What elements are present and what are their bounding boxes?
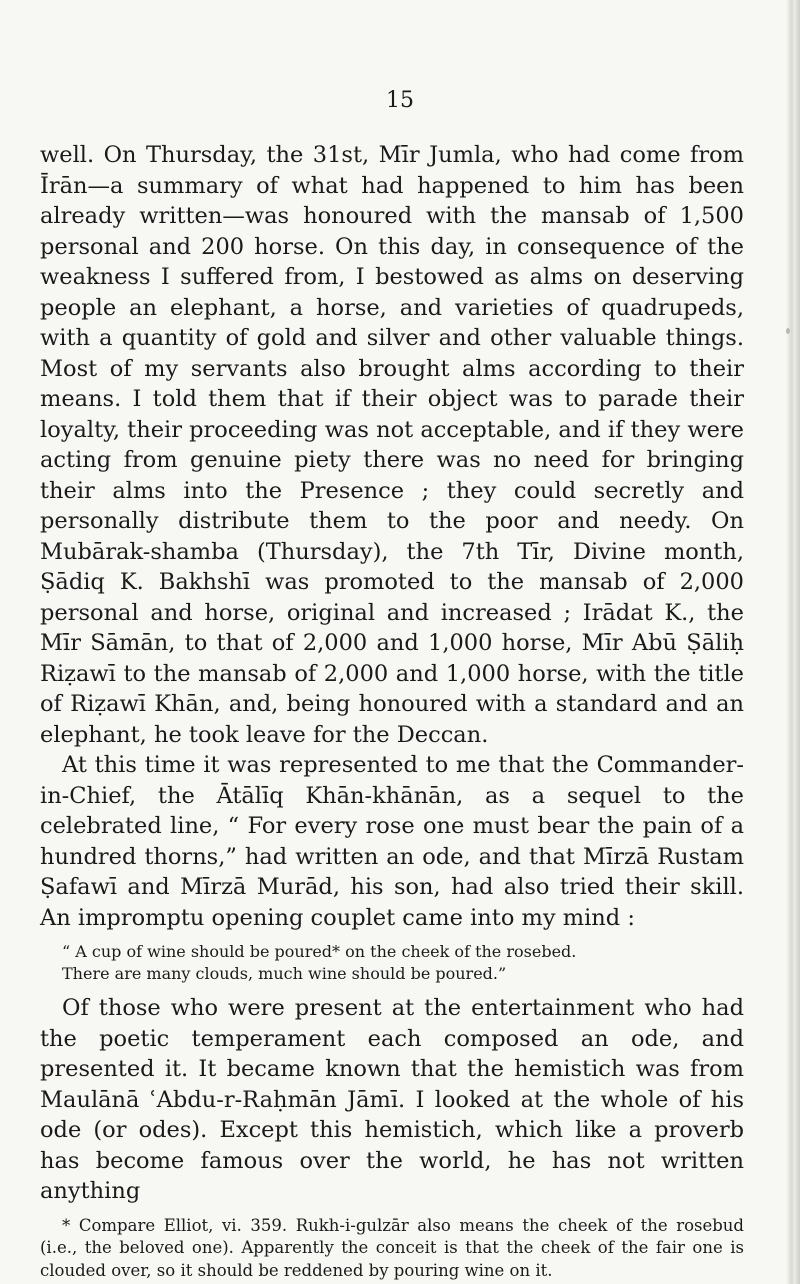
- page-content: [40, 140, 744, 1282]
- verse-couplet: [62, 941, 744, 985]
- page-number: 15: [386, 88, 414, 113]
- footnote: * Compare Elliot, vi. 359. Rukh-i-gulzār also means the cheek of the rosebud (i.e., the beloved one). Apparently the conceit is that the cheek of the fair one is clouded over, so it should be reddened by pouring wine on it.: [40, 1215, 744, 1280]
- scan-speck: [786, 328, 790, 334]
- verse-line-1: “ A cup of wine should be poured* on the cheek of the rosebed.: [62, 942, 577, 961]
- paragraph-1: well. On Thursday, the 31st, Mīr Jumla, who had come from Īrān—a summary of what had happened to him has been already written—was honoured with the mansab of 1,500 personal and 200 horse. On this day, in consequence of the weakness I suffered from, I bestowed as alms on deserving people an elephant, a horse, and varieties of quadrupeds, with a quantity of gold and silver and other valuable things. Most of my servants also brought alms according to their means. I told them that if their object was to parade their loyalty, their proceeding was not acceptable, and if they were acting from genuine piety there was no need for bringing their alms into the Presence ; they could secretly and personally distribute them to the poor and needy. On Mubārak-shamba (Thursday), the 7th Tīr, Divine month, Ṣādiq K. Bakhshī was promoted to the mansab of 2,000 personal and horse, original and increased ; Irādat K., the Mīr Sāmān, to that of 2,000 and 1,000 horse, Mīr Abū Ṣāliḥ Riẓawī to the mansab of 2,000 and 1,000 horse, with the title of Riẓawī Khān, and, being honoured with a standard and an elephant, he took leave for the Deccan.: [40, 142, 744, 748]
- body-text: [40, 140, 744, 1207]
- page-edge-shadow: [786, 0, 800, 1284]
- verse-line-2: There are many clouds, much wine should be poured.”: [62, 964, 507, 983]
- paragraph-3: Of those who were present at the entertainment who had the poetic temperament each composed an ode, and presented it. It became known that the hemistich was from Maulānā ʿAbdu-r-Raḥmān Jāmī. I looked at the whole of his ode (or odes). Except this hemistich, which like a proverb has become famous over the world, he has not written anything: [40, 995, 744, 1204]
- paragraph-2: At this time it was represented to me that the Commander-in-Chief, the Ātālīq Khān-khānān, as a sequel to the celebrated line, “ For every rose one must bear the pain of a hundred thorns,” had written an ode, and that Mīrzā Rustam Ṣafawī and Mīrzā Murād, his son, had also tried their skill. An impromptu opening couplet came into my mind :: [40, 752, 744, 931]
